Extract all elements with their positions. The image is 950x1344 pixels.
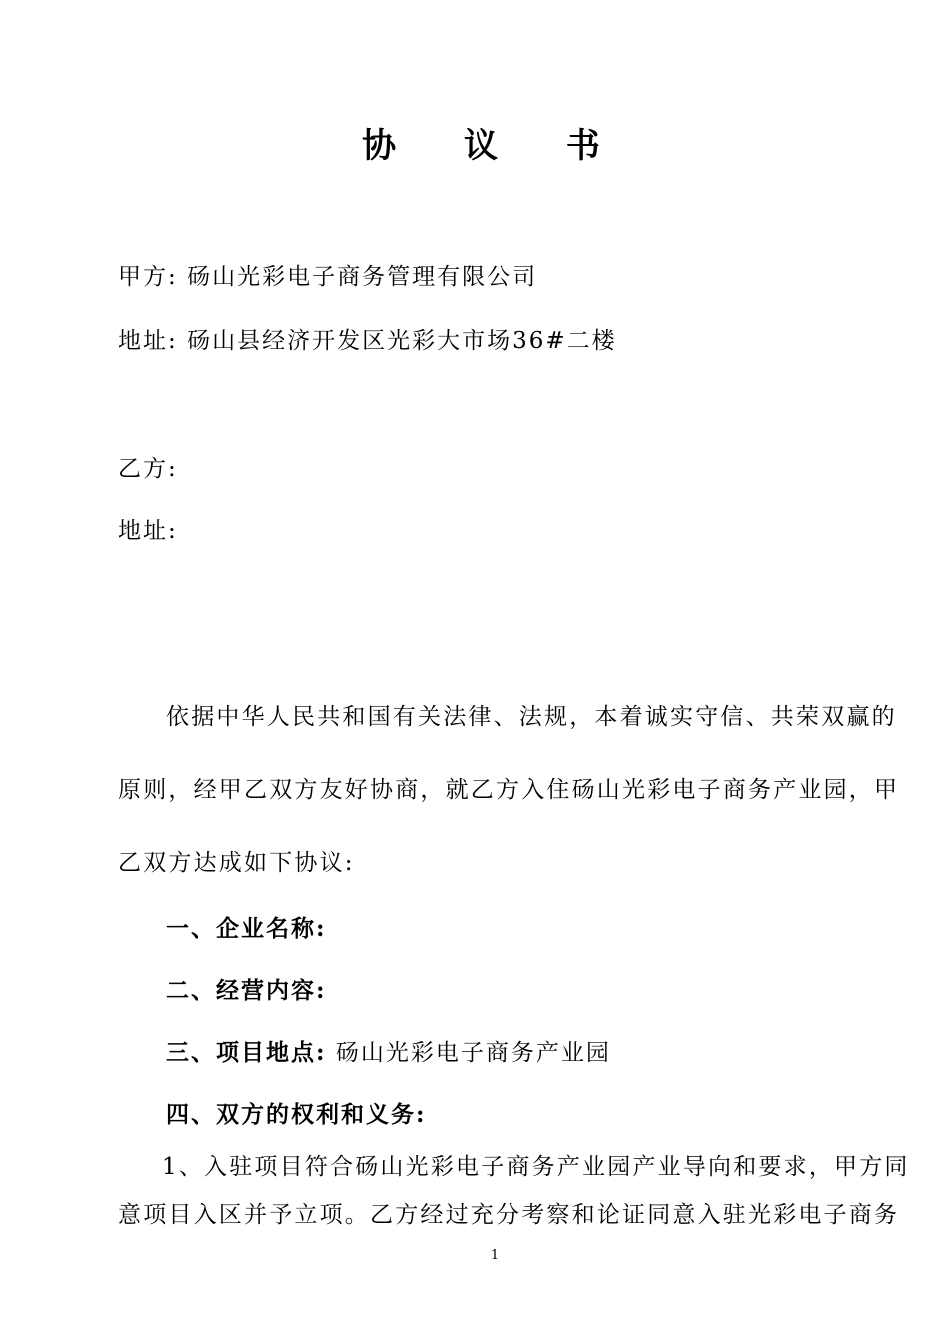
party-a-address-label: 地址: [118, 328, 178, 354]
section-value: 砀山光彩电子商务产业园 [335, 1040, 611, 1066]
section-company-name [166, 910, 327, 943]
party-b-address-label: 地址: [118, 518, 178, 544]
page-number: 1 [490, 1248, 500, 1263]
party-b-line [118, 450, 178, 483]
party-a-address-line [118, 322, 617, 355]
section-rights-obligations [166, 1096, 427, 1129]
party-b-address-line [118, 512, 178, 545]
document-title: 协 议 书 [362, 126, 628, 166]
party-a-address: 砀山县经济开发区光彩大市场36#二楼 [187, 328, 617, 354]
intro-line: 原则，经甲乙双方友好协商，就乙方入住砀山光彩电子商务产业园，甲 [118, 777, 900, 803]
intro-line: 乙双方达成如下协议: [118, 850, 355, 876]
intro-line: 依据中华人民共和国有关法律、法规，本着诚实守信、共荣双赢的 [166, 704, 897, 730]
section-label: 二、经营内容: [166, 977, 327, 1004]
section-label: 三、项目地点: [166, 1039, 327, 1066]
section-business-scope [166, 972, 327, 1005]
clause-line: 1、入驻项目符合砀山光彩电子商务产业园产业导向和要求，甲方同 [162, 1154, 910, 1180]
party-b-label: 乙方: [118, 456, 178, 482]
section-label: 一、企业名称: [166, 915, 327, 942]
party-a-name: 砀山光彩电子商务管理有限公司 [187, 264, 538, 290]
party-a-line [118, 258, 537, 291]
clause-line: 意项目入区并予立项。乙方经过充分考察和论证同意入驻光彩电子商务 [118, 1202, 900, 1228]
party-a-label: 甲方: [118, 264, 178, 290]
section-project-location [166, 1034, 611, 1067]
section-label: 四、双方的权利和义务: [166, 1101, 427, 1128]
